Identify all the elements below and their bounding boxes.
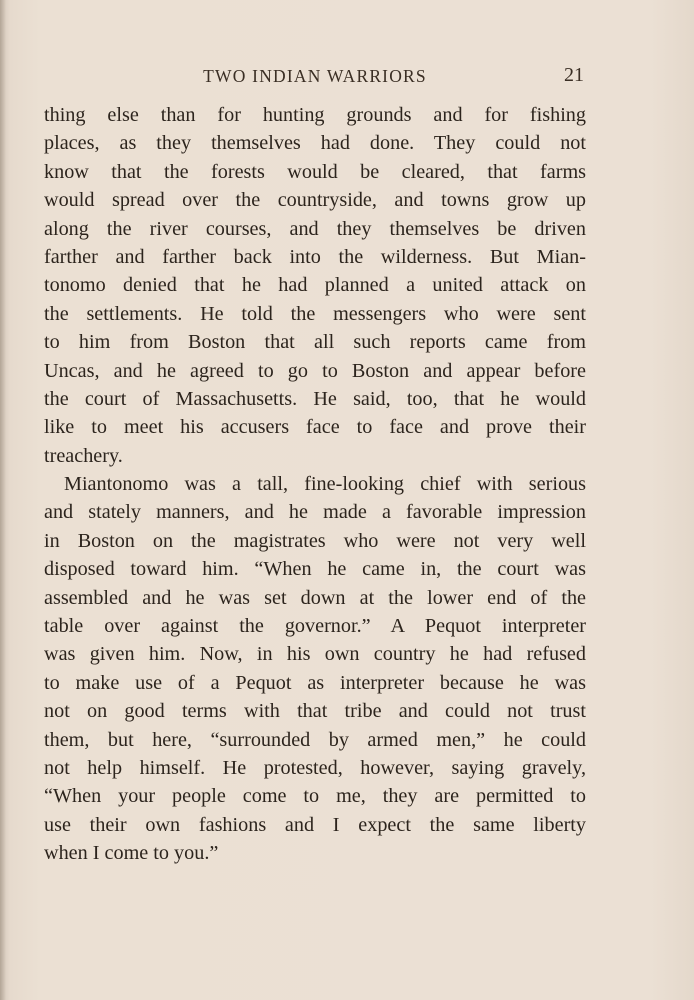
text-line: would spread over the countryside, and towns grow up bbox=[44, 189, 586, 212]
text-line: and stately manners, and he made a favorable impression bbox=[44, 501, 586, 524]
page-header bbox=[44, 62, 586, 92]
text-line: when I come to you.” bbox=[44, 842, 219, 865]
text-line: to him from Boston that all such reports came from bbox=[44, 331, 586, 354]
text-line: places, as they themselves had done. They could not bbox=[44, 132, 586, 155]
text-line: not help himself. He protested, however, saying gravely, bbox=[44, 756, 586, 779]
paragraph-2 bbox=[44, 470, 586, 867]
page-number: 21 bbox=[564, 64, 584, 86]
running-head: TWO INDIAN WARRIORS bbox=[203, 66, 427, 86]
text-line: not on good terms with that tribe and could not trust bbox=[44, 700, 586, 723]
text-line: them, but here, “surrounded by armed men,” he could bbox=[44, 728, 586, 751]
text-line: Miantonomo was a tall, fine-looking chief with serious bbox=[64, 473, 586, 496]
text-line: the settlements. He told the messengers who were sent bbox=[44, 302, 586, 325]
text-line: thing else than for hunting grounds and for fishing bbox=[44, 104, 586, 126]
text-line: know that the forests would be cleared, that farms bbox=[44, 160, 586, 183]
text-line: Uncas, and he agreed to go to Boston and appear before bbox=[44, 359, 586, 382]
paragraph-1 bbox=[44, 101, 586, 470]
page-edge-shadow bbox=[0, 0, 6, 1000]
text-line: treachery. bbox=[44, 444, 123, 467]
text-line: farther and farther back into the wilderness. But Mian- bbox=[44, 245, 586, 268]
text-line: in Boston on the magistrates who were not very well bbox=[44, 529, 586, 552]
text-line: tonomo denied that he had planned a united attack on bbox=[44, 274, 586, 297]
text-line: use their own fashions and I expect the same liberty bbox=[44, 813, 586, 836]
body-text bbox=[44, 101, 586, 868]
text-line: to make use of a Pequot as interpreter because he was bbox=[44, 671, 586, 694]
text-line: table over against the governor.” A Pequot interpreter bbox=[44, 615, 586, 638]
text-line: was given him. Now, in his own country he had refused bbox=[44, 643, 586, 666]
text-line: along the river courses, and they themselves be driven bbox=[44, 217, 586, 240]
text-line: assembled and he was set down at the lower end of the bbox=[44, 586, 586, 609]
text-line: like to meet his accusers face to face and prove their bbox=[44, 416, 586, 439]
text-line: disposed toward him. “When he came in, the court was bbox=[44, 558, 586, 581]
text-line: “When your people come to me, they are permitted to bbox=[44, 785, 586, 808]
text-line: the court of Massachusetts. He said, too, that he would bbox=[44, 387, 586, 410]
